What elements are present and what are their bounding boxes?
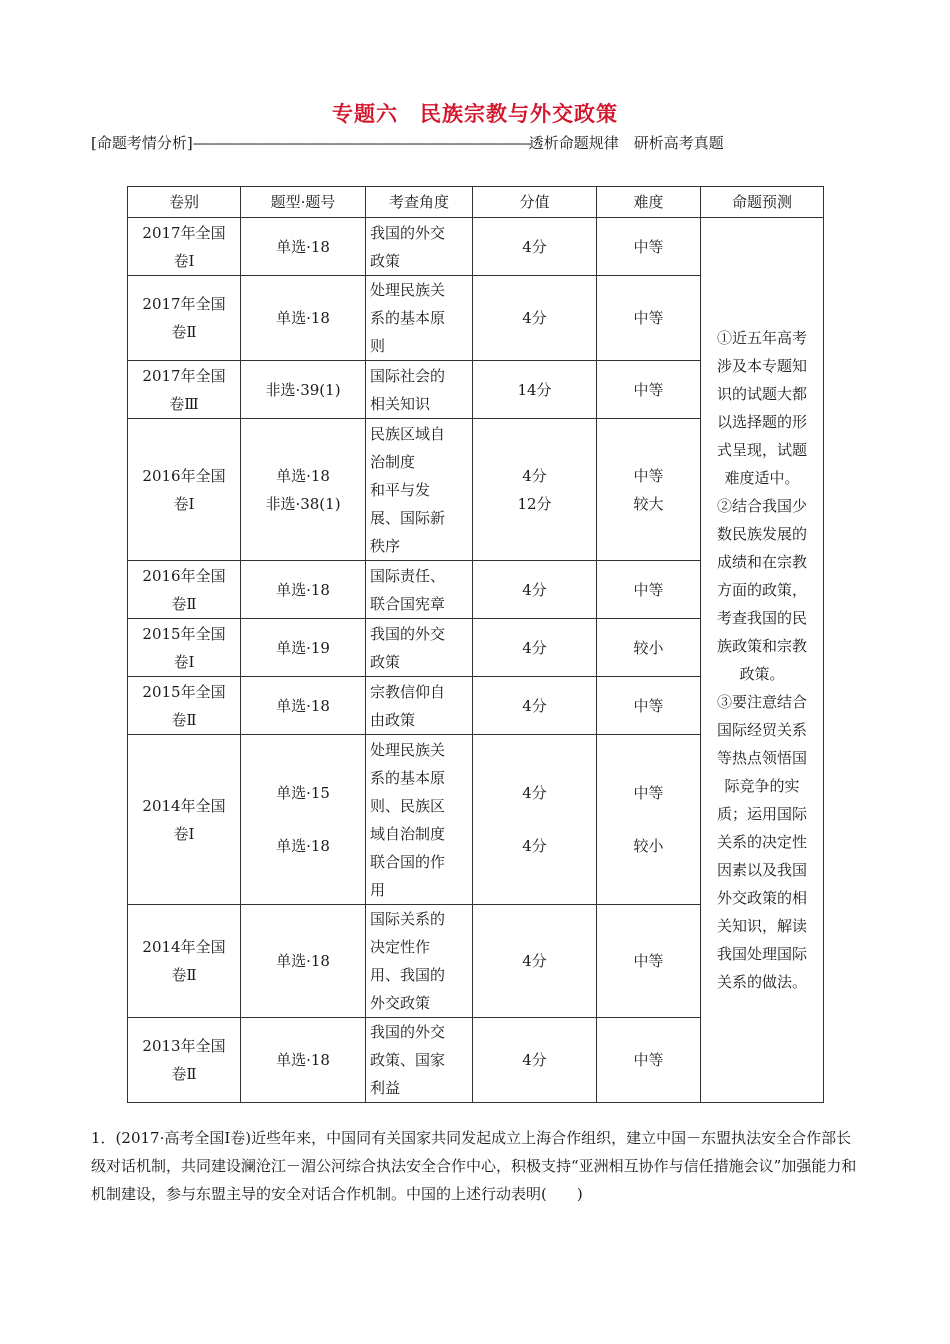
cell-line: 单选·18 — [276, 237, 330, 256]
cell-angle — [366, 361, 473, 419]
cell-line: 4分 — [522, 580, 547, 599]
title-part-2: 民族宗教与外交政策 — [420, 102, 618, 126]
cell-angle — [366, 276, 473, 361]
prediction-line: 政策。 — [739, 665, 785, 683]
table-header-row — [128, 187, 824, 218]
cell-line: 用、我国的 — [370, 966, 446, 984]
cell-angle — [366, 905, 473, 1018]
cell-line: 中等 — [633, 1051, 664, 1069]
cell-line: 治制度 — [370, 452, 416, 471]
cell-line: 卷Ⅱ — [171, 1065, 197, 1083]
cell-line: 2017年全国 — [142, 223, 226, 242]
cell-line: 我国的外交 — [370, 223, 446, 242]
cell-line: 4分 — [522, 1051, 547, 1069]
cell-question-type — [241, 677, 366, 735]
cell-line: 2017年全国 — [142, 295, 226, 313]
cell-line: 2015年全国 — [142, 624, 226, 643]
prediction-line: 方面的政策， — [716, 581, 807, 599]
cell-line: 单选·18 — [276, 1051, 330, 1069]
cell-paper — [128, 276, 241, 361]
analysis-subtitle: 透析命题规律 研析高考真题 — [528, 134, 724, 152]
header-paper: 卷别 — [128, 187, 241, 218]
cell-line: 单选·15 — [276, 784, 330, 802]
cell-line: 2014年全国 — [142, 796, 226, 815]
cell-difficulty — [597, 218, 701, 276]
cell-line: 国际社会的 — [370, 366, 446, 385]
cell-line: 卷Ⅰ — [173, 494, 195, 513]
cell-line: 中等 — [633, 237, 664, 256]
cell-line: 则 — [370, 337, 386, 355]
prediction-line: 以选择题的形 — [716, 413, 807, 431]
cell-line: 较小 — [633, 638, 664, 657]
cell-line: 国际责任、 — [370, 566, 446, 585]
cell-difficulty — [597, 419, 701, 561]
cell-score — [473, 361, 597, 419]
cell-question-type — [241, 1018, 366, 1103]
cell-difficulty — [597, 905, 701, 1018]
cell-line: 相关知识 — [370, 394, 431, 413]
cell-line: 2016年全国 — [142, 566, 226, 585]
cell-line: 4分 — [522, 237, 547, 256]
cell-line: 域自治制度 — [370, 824, 446, 843]
cell-line: 单选·19 — [276, 638, 330, 657]
cell-line: 卷Ⅱ — [171, 594, 197, 613]
cell-line: 处理民族关 — [370, 281, 446, 299]
prediction-line: 难度适中。 — [724, 469, 800, 487]
cell-line: 较小 — [633, 837, 664, 855]
cell-score — [473, 677, 597, 735]
cell-question-type — [241, 419, 366, 561]
cell-line: 中等 — [633, 466, 664, 485]
prediction-line: 等热点领悟国 — [716, 749, 807, 767]
prediction-line: 我国处理国际 — [716, 945, 807, 963]
cell-line: 卷Ⅱ — [171, 966, 197, 984]
cell-paper — [128, 561, 241, 619]
cell-paper — [128, 619, 241, 677]
prediction-line: 外交政策的相 — [716, 889, 807, 907]
cell-line: 单选·18 — [276, 952, 330, 970]
cell-question-type — [241, 361, 366, 419]
prediction-line: 际竞争的实 — [724, 777, 800, 795]
header-difficulty: 难度 — [597, 187, 701, 218]
cell-line: 联合国宪章 — [370, 594, 446, 613]
header-angle: 考查角度 — [366, 187, 473, 218]
cell-angle — [366, 735, 473, 905]
cell-prediction — [701, 218, 824, 1103]
cell-line: 12分 — [517, 494, 552, 513]
prediction-line: 考查我国的民 — [716, 609, 807, 627]
cell-line: 政策 — [370, 251, 401, 270]
prediction-line: 式呈现，试题 — [716, 441, 807, 459]
cell-difficulty — [597, 361, 701, 419]
cell-paper — [128, 905, 241, 1018]
cell-line: 卷Ⅰ — [173, 251, 195, 270]
cell-line: 政策、国家 — [370, 1051, 446, 1069]
cell-line: 卷Ⅱ — [171, 710, 197, 729]
cell-score — [473, 218, 597, 276]
cell-difficulty — [597, 561, 701, 619]
cell-line: 4分 — [522, 309, 547, 327]
question-1: 1．(2017·高考全国Ⅰ卷)近些年来，中国同有关国家共同发起成立上海合作组织，建立中国－东盟执法安全合作部长级对话机制，共同建设澜沧江－湄公河综合执法安全合作中心，积极支持“亚洲相互协作与信任措施会议”加强能力和机制建设，参与东盟主导的安全对话合作机制。中国的上述行动表明( ) — [91, 1129, 857, 1203]
analysis-label: [命题考情分析] — [91, 134, 193, 152]
cell-angle — [366, 677, 473, 735]
cell-line: 中等 — [633, 696, 664, 715]
cell-line: 2016年全国 — [142, 466, 226, 485]
cell-difficulty — [597, 677, 701, 735]
cell-line: 2015年全国 — [142, 682, 226, 701]
cell-question-type — [241, 276, 366, 361]
cell-line: 由政策 — [370, 710, 416, 729]
prediction-line: 关系的决定性 — [716, 833, 807, 851]
cell-line: 卷Ⅲ — [169, 394, 199, 413]
cell-line: 单选·18 — [276, 580, 330, 599]
page-title — [0, 98, 950, 128]
prediction-line: 族政策和宗教 — [716, 637, 807, 655]
cell-angle — [366, 561, 473, 619]
cell-line: 民族区域自 — [370, 424, 446, 443]
cell-question-type — [241, 619, 366, 677]
cell-angle — [366, 218, 473, 276]
prediction-line: 质；运用国际 — [716, 805, 807, 823]
cell-line: 4分 — [522, 638, 547, 657]
cell-line: 4分 — [522, 952, 547, 970]
cell-line: 非选·38(1) — [265, 494, 341, 513]
analysis-intro — [91, 130, 861, 157]
cell-paper — [128, 218, 241, 276]
cell-line: 2013年全国 — [142, 1037, 226, 1055]
cell-paper — [128, 1018, 241, 1103]
table-row — [128, 218, 824, 276]
cell-line: 单选·18 — [276, 466, 330, 485]
cell-score — [473, 905, 597, 1018]
prediction-line: 成绩和在宗教 — [716, 553, 807, 571]
cell-line: 单选·18 — [276, 837, 330, 855]
cell-line: 系的基本原 — [370, 768, 446, 787]
cell-line: 4分 — [522, 466, 547, 485]
cell-line: 中等 — [633, 309, 664, 327]
cell-line: 我国的外交 — [370, 1023, 446, 1041]
header-question-type: 题型·题号 — [241, 187, 366, 218]
prediction-line: ③要注意结合 — [716, 693, 807, 711]
cell-line: 中等 — [633, 380, 664, 399]
separator-dashes: ———————————————————————————— — [192, 134, 529, 152]
cell-line: 较大 — [633, 494, 664, 513]
cell-score — [473, 735, 597, 905]
cell-line: 联合国的作 — [370, 852, 446, 871]
cell-line: 卷Ⅰ — [173, 652, 195, 671]
prediction-line: 数民族发展的 — [716, 525, 807, 543]
prediction-line: 关系的做法。 — [716, 973, 807, 991]
cell-line: 中等 — [633, 952, 664, 970]
cell-angle — [366, 1018, 473, 1103]
cell-line: 国际关系的 — [370, 910, 446, 928]
cell-line: 用 — [370, 880, 386, 899]
exam-analysis-table — [127, 186, 824, 1103]
cell-question-type — [241, 561, 366, 619]
cell-line: 则、民族区 — [370, 796, 446, 815]
cell-difficulty — [597, 619, 701, 677]
cell-line: 单选·18 — [276, 696, 330, 715]
cell-line: 卷Ⅱ — [171, 323, 197, 341]
cell-paper — [128, 677, 241, 735]
cell-line: 利益 — [370, 1079, 401, 1097]
cell-angle — [366, 419, 473, 561]
cell-line: 处理民族关 — [370, 740, 446, 759]
header-prediction: 命题预测 — [701, 187, 824, 218]
cell-score — [473, 619, 597, 677]
cell-line: 4分 — [522, 837, 547, 855]
cell-line: 我国的外交 — [370, 624, 446, 643]
cell-line: 4分 — [522, 696, 547, 715]
cell-difficulty — [597, 1018, 701, 1103]
cell-line: 宗教信仰自 — [370, 682, 446, 701]
prediction-line: 国际经贸关系 — [716, 721, 807, 739]
prediction-line: ②结合我国少 — [716, 497, 807, 515]
cell-line: 决定性作 — [370, 938, 431, 956]
cell-line: 政策 — [370, 652, 401, 671]
cell-line: 展、国际新 — [370, 508, 446, 527]
cell-score — [473, 276, 597, 361]
cell-question-type — [241, 905, 366, 1018]
cell-line: 单选·18 — [276, 309, 330, 327]
cell-paper — [128, 735, 241, 905]
cell-line: 2017年全国 — [142, 366, 226, 385]
cell-paper — [128, 361, 241, 419]
cell-line: 14分 — [517, 380, 552, 399]
cell-question-type — [241, 218, 366, 276]
header-score: 分值 — [473, 187, 597, 218]
prediction-line: 关知识，解读 — [716, 917, 807, 935]
prediction-line: 涉及本专题知 — [716, 357, 807, 375]
prediction-line: 因素以及我国 — [716, 861, 807, 879]
cell-score — [473, 561, 597, 619]
cell-line: 中等 — [633, 580, 664, 599]
cell-line: 中等 — [633, 784, 664, 802]
cell-line: 非选·39(1) — [265, 380, 341, 399]
cell-paper — [128, 419, 241, 561]
cell-score — [473, 419, 597, 561]
prediction-line: 识的试题大都 — [716, 385, 807, 403]
cell-difficulty — [597, 276, 701, 361]
table-body — [128, 218, 824, 1103]
cell-line: 2014年全国 — [142, 938, 226, 956]
cell-line: 系的基本原 — [370, 309, 446, 327]
cell-question-type — [241, 735, 366, 905]
cell-line: 外交政策 — [370, 994, 431, 1012]
cell-difficulty — [597, 735, 701, 905]
cell-score — [473, 1018, 597, 1103]
title-part-1: 专题六 — [332, 102, 398, 126]
cell-line: 卷Ⅰ — [173, 824, 195, 843]
cell-line: 4分 — [522, 784, 547, 802]
cell-line: 和平与发 — [370, 480, 431, 499]
cell-line: 秩序 — [370, 536, 401, 555]
cell-angle — [366, 619, 473, 677]
prediction-line: ①近五年高考 — [716, 329, 807, 347]
